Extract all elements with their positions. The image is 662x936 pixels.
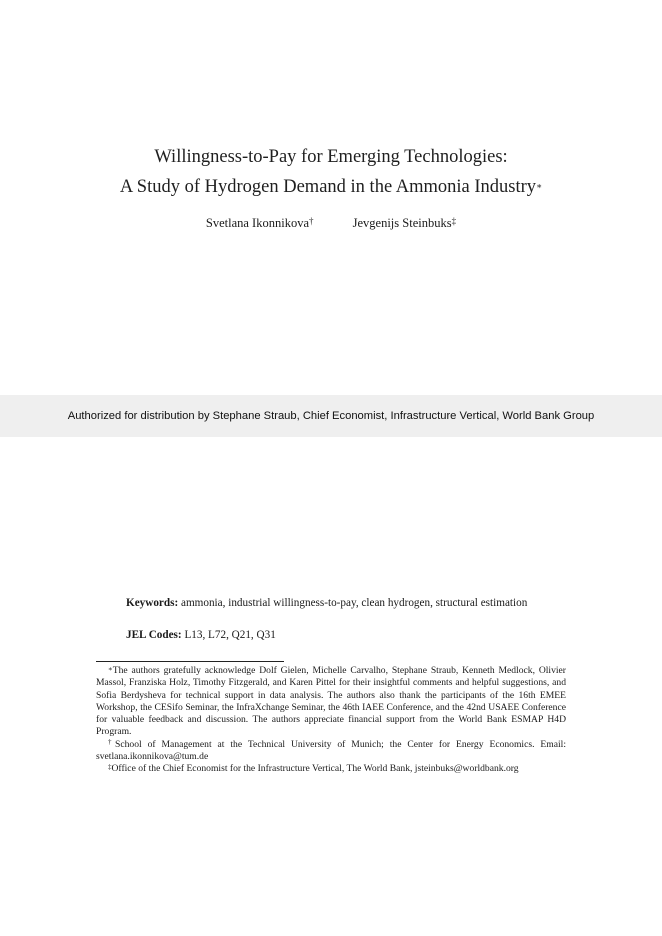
keywords-label: Keywords:	[126, 597, 179, 609]
footnote-author-steinbuks	[96, 763, 566, 775]
jel-codes-value: L13, L72, Q21, Q31	[184, 629, 276, 641]
footnote-acknowledgements	[96, 665, 566, 739]
jel-codes-line	[126, 627, 540, 644]
paper-title-line-2	[0, 172, 662, 202]
footnote-mark: ‡	[108, 762, 112, 771]
distribution-banner	[0, 395, 662, 437]
author-list	[0, 214, 662, 232]
footnote-author-ikonnikova	[96, 739, 566, 764]
keywords-value: ammonia, industrial willingness-to-pay, clean hydrogen, structural estimation	[181, 597, 528, 609]
title-footnote-mark: ∗	[536, 181, 543, 191]
author-name: Jevgenijs Steinbuks	[352, 216, 452, 230]
footnote-text: Office of the Chief Economist for the Infrastructure Vertical, The World Bank, jsteinbuks@worldbank.org	[111, 763, 519, 775]
author-footnote-mark: †	[309, 216, 314, 226]
footnote-mark: †	[108, 738, 116, 747]
distribution-banner-text: Authorized for distribution by Stephane Straub, Chief Economist, Infrastructure Vertical, World Bank Group	[67, 410, 595, 422]
author-footnote-mark: ‡	[451, 216, 457, 226]
paper-title-line-2-text: A Study of Hydrogen Demand in the Ammonia Industry	[119, 177, 537, 197]
author-name: Svetlana Ikonnikova	[205, 216, 309, 230]
footnote-mark: ∗	[108, 664, 113, 673]
footnote-text: School of Management at the Technical University of Munich; the Center for Energy Economics. Email: svetlana.ikonnikova@tum.de	[96, 738, 566, 763]
author-ikonnikova	[206, 214, 314, 232]
footnote-text: The authors gratefully acknowledge Dolf Gielen, Michelle Carvalho, Stephane Straub, Kenneth Medlock, Olivier Massol, Franziska Holz, Timothy Fitzgerald, and Karen Pittel for their insightful comments and helpful suggestions, and Sofia Berdysheva for technical support in data analysis. The authors also thank the participants of the 16th EMEE Workshop, the CESifo Seminar, the InfraXchange Seminar, the 46th IAEE Conference, and the 42nd USAEE Conference for valuable feedback and discussion. The authors appreciate financial support from the World Bank ESMAP H4D Program.	[96, 665, 566, 738]
jel-codes-label: JEL Codes:	[126, 629, 182, 641]
author-steinbuks	[353, 214, 456, 232]
paper-title-line-1-text: Willingness-to-Pay for Emerging Technologies:	[154, 147, 508, 167]
paper-title-line-1	[0, 142, 662, 172]
keywords-line	[126, 594, 540, 613]
footnotes	[96, 665, 566, 776]
footnote-rule	[96, 661, 284, 662]
